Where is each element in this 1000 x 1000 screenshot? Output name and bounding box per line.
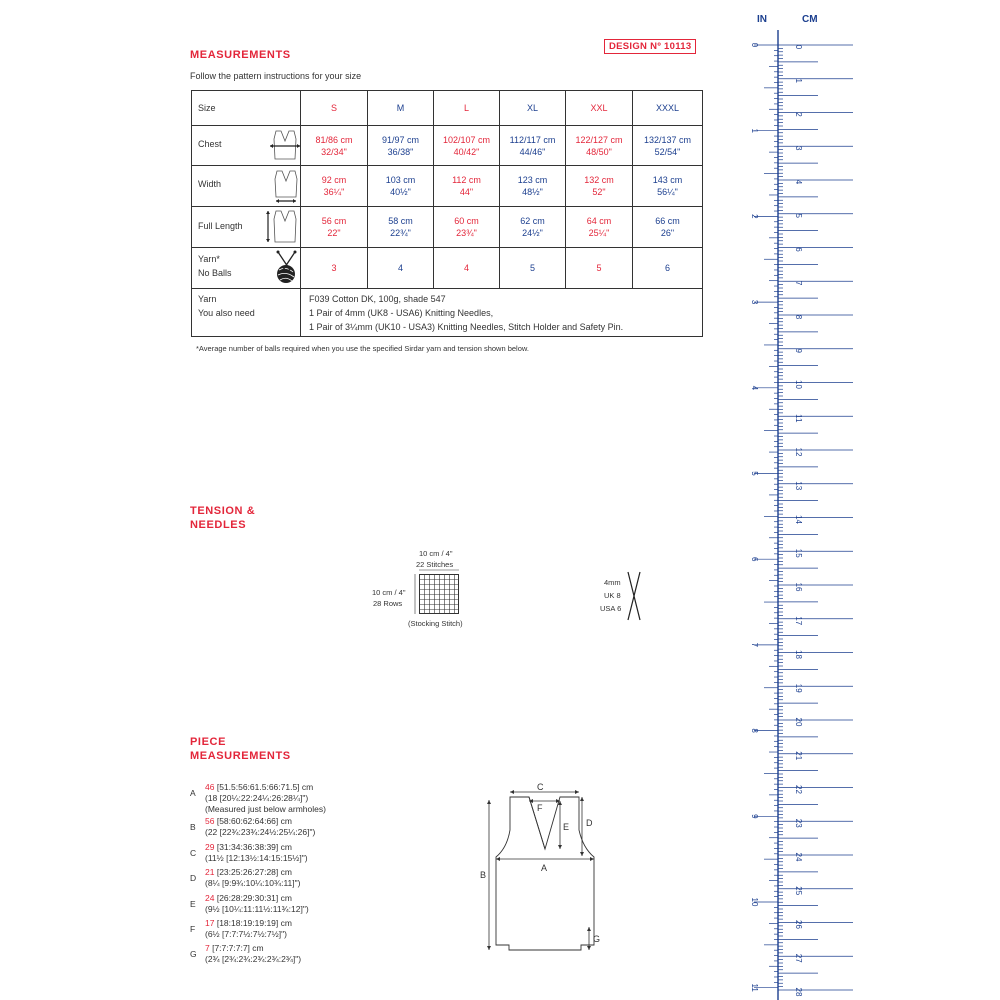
ruler-cm-label: CM (802, 14, 818, 25)
length-label-cell (192, 207, 301, 248)
ruler-cm-label: 6 (794, 247, 803, 252)
ruler-cm-label: 27 (794, 953, 803, 963)
ruler-cm-label: 20 (794, 717, 803, 727)
ruler-cm-label: 11 (794, 414, 803, 423)
piece-letter: B (190, 822, 196, 832)
ruler-cm-label: 25 (794, 886, 803, 896)
yarn-details-cell (301, 289, 703, 337)
tension-stocking-stitch: (Stocking Stitch) (408, 619, 463, 628)
full-length-row (192, 207, 703, 248)
needle-size-usa: USA 6 (600, 604, 622, 613)
tension-stitches: 22 Stitches (416, 560, 454, 569)
width-cell: 112 cm 44" (434, 166, 500, 207)
chest-label: Chest (198, 139, 222, 149)
ruler-inch-label: 3 (750, 299, 759, 305)
tension-measure-lines (410, 568, 462, 618)
piece-letter: C (190, 848, 197, 858)
ruler-cm-label: 5 (794, 213, 803, 218)
crossed-needles-icon (624, 570, 644, 622)
piece-heading-line1: PIECE (190, 736, 227, 748)
ruler-cm-label: 8 (794, 314, 803, 320)
balls-cell: 4 (368, 248, 434, 289)
needles-line: 1 Pair of 4mm (UK8 - USA6) Knitting Needles, (309, 308, 494, 318)
diagram-label-e: E (563, 822, 570, 832)
footnote: *Average number of balls required when you use the specified Sirdar yarn and tension shown below. (196, 344, 529, 353)
yarn-balls-row (192, 248, 703, 289)
ruler-inch-label: 9 (750, 814, 759, 819)
ruler-cm-label: 12 (794, 447, 803, 457)
needle-size-uk: UK 8 (604, 591, 621, 600)
ruler-inch-label: 5 (750, 471, 759, 476)
chest-cell: 112/117 cm 44/46" (500, 126, 566, 166)
length-cell: 58 cm 22¾" (368, 207, 434, 248)
vest-width-icon (270, 169, 302, 203)
size-cell: XL (500, 91, 566, 126)
chest-row (192, 126, 703, 166)
length-cell: 56 cm 22" (301, 207, 368, 248)
ruler-cm-label: 10 (794, 380, 803, 389)
ruler-cm-label: 2 (794, 112, 803, 117)
ruler-cm-label: 7 (794, 281, 803, 286)
length-label: Full Length (198, 221, 243, 231)
needles-extra-line: 1 Pair of 3¼mm (UK10 - USA3) Knitting Needles, Stitch Holder and Safety Pin. (309, 322, 624, 332)
diagram-label-b: B (480, 870, 487, 880)
yarn-row-label-cell (192, 289, 301, 337)
design-number-badge: DESIGN Nº 10113 (604, 39, 696, 54)
ruler-cm-label: 13 (794, 481, 803, 491)
ruler-cm-label: 21 (794, 751, 803, 761)
size-row (192, 91, 703, 126)
balls-cell: 4 (434, 248, 500, 289)
ruler-cm-label: 18 (794, 650, 803, 659)
chest-cell: 132/137 cm 52/54" (633, 126, 703, 166)
size-cell: XXL (566, 91, 633, 126)
vest-length-icon (264, 209, 302, 245)
yarn-row (192, 289, 703, 337)
width-cell: 103 cm 40½" (368, 166, 434, 207)
measurements-heading: MEASUREMENTS (190, 49, 291, 61)
no-balls-label: No Balls (198, 268, 232, 278)
chest-cell: 122/127 cm 48/50" (566, 126, 633, 166)
width-row (192, 166, 703, 207)
tension-heading-line1: TENSION & (190, 505, 256, 517)
ruler-cm-label: 24 (794, 852, 803, 862)
size-cell: XXXL (633, 91, 703, 126)
ruler-cm-label: 22 (794, 785, 803, 794)
width-label: Width (198, 179, 222, 189)
piece-letter: D (190, 873, 197, 883)
size-cell: L (434, 91, 500, 126)
diagram-label-d: D (586, 818, 593, 828)
vest-schematic-diagram (470, 778, 610, 958)
ruler-inch-label: 6 (750, 556, 759, 562)
tension-heading-line2: NEEDLES (190, 519, 247, 531)
ruler-cm-label: 4 (794, 179, 803, 185)
length-cell: 66 cm 26" (633, 207, 703, 248)
vest-chest-icon (268, 129, 302, 161)
ruler-inch-label: 10 (750, 897, 759, 907)
size-cell: M (368, 91, 434, 126)
width-cell: 132 cm 52" (566, 166, 633, 207)
ruler-inch-label: 0 (750, 42, 759, 48)
balls-cell: 3 (301, 248, 368, 289)
width-label-cell (192, 166, 301, 207)
width-cell: 143 cm 56¼" (633, 166, 703, 207)
ruler-inch-label: 4 (750, 385, 759, 391)
diagram-label-c: C (537, 782, 544, 792)
piece-letter: E (190, 899, 196, 909)
tension-rows: 28 Rows (373, 599, 403, 608)
piece-letter: F (190, 924, 196, 934)
size-label: Size (192, 91, 301, 126)
ruler-inch-label: 11 (750, 983, 759, 992)
needle-size-mm: 4mm (604, 578, 621, 587)
ruler-cm-label: 15 (794, 548, 803, 558)
length-cell: 62 cm 24½" (500, 207, 566, 248)
width-cell: 92 cm 36¼" (301, 166, 368, 207)
piece-letter: A (190, 788, 196, 798)
length-cell: 64 cm 25¼" (566, 207, 633, 248)
measurements-table (191, 90, 703, 337)
ruler-cm-label: 1 (794, 78, 803, 83)
ruler-inch-label: 1 (750, 128, 759, 133)
ruler-cm-label: 9 (794, 348, 803, 353)
chest-cell: 81/86 cm 32/34" (301, 126, 368, 166)
width-cell: 123 cm 48½" (500, 166, 566, 207)
ruler-cm-label: 28 (794, 987, 803, 997)
length-cell: 60 cm 23¾" (434, 207, 500, 248)
chest-cell: 102/107 cm 40/42" (434, 126, 500, 166)
yarn-line: F039 Cotton DK, 100g, shade 547 (309, 294, 446, 304)
ruler-inch-label: 2 (750, 214, 759, 219)
chest-cell: 91/97 cm 36/38" (368, 126, 434, 166)
ruler-cm-label: 14 (794, 515, 803, 524)
ruler-in-label: IN (757, 14, 767, 25)
balls-cell: 5 (500, 248, 566, 289)
size-cell: S (301, 91, 368, 126)
yarn-balls-label-cell (192, 248, 301, 289)
ruler-inch-label: 7 (750, 642, 759, 648)
diagram-label-f: F (537, 803, 543, 813)
diagram-label-a: A (541, 863, 548, 873)
balls-cell: 5 (566, 248, 633, 289)
piece-heading-line2: MEASUREMENTS (190, 750, 291, 762)
yarn-label: Yarn* (198, 254, 220, 264)
piece-letter: G (190, 949, 197, 959)
ruler-cm-label: 17 (794, 616, 803, 626)
chest-label-cell (192, 126, 301, 166)
diagram-label-g: G (593, 934, 601, 944)
ruler-cm-label: 3 (794, 146, 803, 151)
ruler-inch-label: 8 (750, 728, 759, 733)
balls-cell: 6 (633, 248, 703, 289)
follow-instructions-text: Follow the pattern instructions for your size (190, 71, 362, 81)
you-also-need-label: You also need (198, 308, 255, 318)
yarn-ball-icon (270, 250, 302, 286)
ruler-cm-label: 0 (794, 44, 803, 50)
tension-left-measure: 10 cm / 4" (372, 588, 406, 597)
ruler-cm-label: 19 (794, 683, 803, 693)
ruler-cm-label: 26 (794, 920, 803, 929)
tension-top-measure: 10 cm / 4" (419, 549, 453, 558)
ruler-cm-label: 23 (794, 818, 803, 828)
yarn-row-label: Yarn (198, 294, 217, 304)
ruler (730, 30, 860, 1000)
ruler-cm-label: 16 (794, 582, 803, 592)
